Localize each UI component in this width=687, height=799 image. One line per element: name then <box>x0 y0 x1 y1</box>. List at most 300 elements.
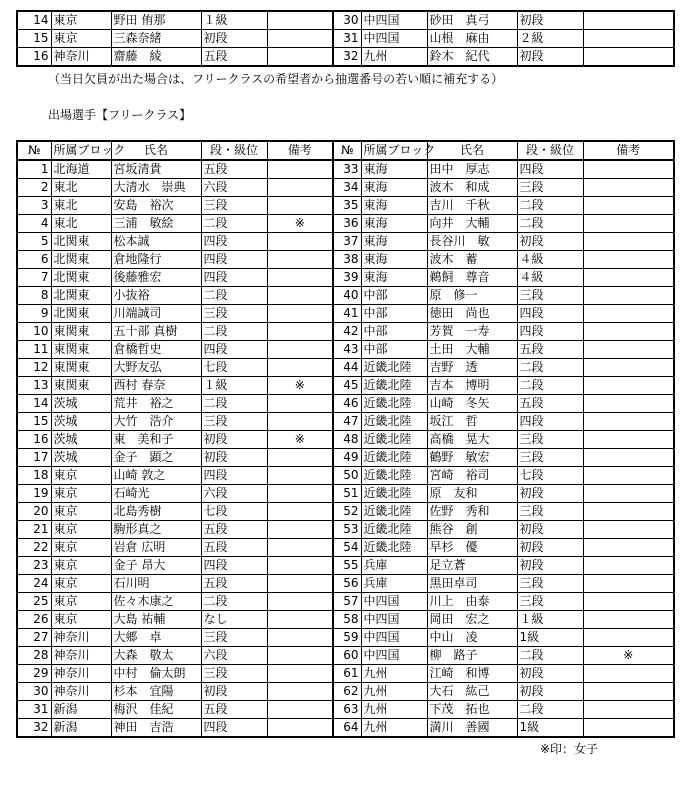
cell-name: 砂田 真弓 <box>427 11 517 30</box>
cell-no: 64 <box>333 719 361 738</box>
cell-no: 45 <box>333 377 361 395</box>
cell-no: 60 <box>333 647 361 665</box>
cell-name: 早杉 優 <box>427 539 517 557</box>
cell-note <box>267 30 333 48</box>
cell-no: 15 <box>17 413 51 431</box>
cell-note <box>583 557 674 575</box>
cell-block: 北関東 <box>51 269 111 287</box>
cell-note <box>267 575 333 593</box>
header-name: 氏名 <box>427 141 517 160</box>
cell-no: 20 <box>17 503 51 521</box>
cell-no: 39 <box>333 269 361 287</box>
cell-name: 土田 大輔 <box>427 341 517 359</box>
cell-block: 兵庫 <box>361 557 427 575</box>
cell-rank: １級 <box>201 377 267 395</box>
table-row <box>17 48 674 67</box>
cell-no: 49 <box>333 449 361 467</box>
cell-block: 茨城 <box>51 413 111 431</box>
table-row <box>17 233 674 251</box>
cell-block: 中部 <box>361 323 427 341</box>
free-class-table-body <box>17 160 674 737</box>
cell-rank: 二段 <box>201 287 267 305</box>
table-row <box>17 557 674 575</box>
cell-no: 43 <box>333 341 361 359</box>
cell-note <box>267 647 333 665</box>
cell-no: 9 <box>17 305 51 323</box>
cell-note <box>267 683 333 701</box>
cell-note <box>267 395 333 413</box>
cell-block: 神奈川 <box>51 629 111 647</box>
cell-rank: なし <box>201 611 267 629</box>
cell-block: 中部 <box>361 305 427 323</box>
cell-block: 九州 <box>361 665 427 683</box>
cell-block: 東海 <box>361 215 427 233</box>
cell-rank: 1級 <box>517 629 583 647</box>
cell-note <box>583 485 674 503</box>
cell-block: 東京 <box>51 503 111 521</box>
table-row <box>17 251 674 269</box>
cell-block: 東京 <box>51 30 111 48</box>
cell-no: 6 <box>17 251 51 269</box>
cell-no: 54 <box>333 539 361 557</box>
cell-note <box>267 449 333 467</box>
table-row <box>17 683 674 701</box>
cell-rank: 三段 <box>517 431 583 449</box>
cell-note <box>583 593 674 611</box>
cell-rank: 五段 <box>517 341 583 359</box>
cell-name: 東 美和子 <box>111 431 201 449</box>
cell-note <box>267 485 333 503</box>
cell-block: 東京 <box>51 467 111 485</box>
cell-no: 14 <box>17 11 51 30</box>
cell-no: 31 <box>17 701 51 719</box>
cell-note <box>267 305 333 323</box>
cell-no: 37 <box>333 233 361 251</box>
cell-note <box>583 160 674 179</box>
cell-rank: 四段 <box>517 160 583 179</box>
cell-block: 近畿北陸 <box>361 395 427 413</box>
cell-block: 近畿北陸 <box>361 431 427 449</box>
cell-block: 東京 <box>51 485 111 503</box>
cell-no: 21 <box>17 521 51 539</box>
cell-rank: 五段 <box>201 160 267 179</box>
cell-note <box>583 683 674 701</box>
cell-block: 近畿北陸 <box>361 485 427 503</box>
cell-note <box>583 449 674 467</box>
cell-block: 東関東 <box>51 359 111 377</box>
table-row <box>17 395 674 413</box>
cell-rank: 六段 <box>201 179 267 197</box>
cell-name: 高橋 晃大 <box>427 431 517 449</box>
section-title: 出場選手【フリークラス】 <box>48 108 192 122</box>
cell-note <box>267 665 333 683</box>
cell-block: 東京 <box>51 611 111 629</box>
cell-name: 大野友弘 <box>111 359 201 377</box>
cell-no: 27 <box>17 629 51 647</box>
cell-block: 北関東 <box>51 287 111 305</box>
cell-note <box>267 269 333 287</box>
cell-note <box>583 269 674 287</box>
cell-rank: 初段 <box>517 557 583 575</box>
cell-block: 東海 <box>361 179 427 197</box>
header-note: 備考 <box>267 141 333 160</box>
cell-note <box>583 611 674 629</box>
cell-note <box>267 341 333 359</box>
cell-note <box>583 11 674 30</box>
cell-block: 中四国 <box>361 11 427 30</box>
cell-note <box>267 611 333 629</box>
cell-note <box>583 359 674 377</box>
cell-block: 東北 <box>51 197 111 215</box>
cell-rank: 初段 <box>517 48 583 67</box>
cell-name: 大竹 浩介 <box>111 413 201 431</box>
cell-rank: 三段 <box>517 179 583 197</box>
cell-block: 北海道 <box>51 160 111 179</box>
cell-name: 波木 和成 <box>427 179 517 197</box>
cell-no: 61 <box>333 665 361 683</box>
cell-note <box>583 233 674 251</box>
cell-name: 柳 路子 <box>427 647 517 665</box>
cell-no: 11 <box>17 341 51 359</box>
cell-note: ※ <box>583 647 674 665</box>
cell-note <box>267 323 333 341</box>
cell-no: 48 <box>333 431 361 449</box>
cell-block: 東京 <box>51 11 111 30</box>
cell-name: 黒田卓司 <box>427 575 517 593</box>
cell-no: 53 <box>333 521 361 539</box>
cell-block: 九州 <box>361 701 427 719</box>
cell-block: 中四国 <box>361 629 427 647</box>
cell-no: 7 <box>17 269 51 287</box>
cell-block: 東海 <box>361 197 427 215</box>
header-rank: 段・級位 <box>201 141 267 160</box>
cell-note <box>583 467 674 485</box>
cell-no: 30 <box>333 11 361 30</box>
cell-rank: ４級 <box>517 269 583 287</box>
cell-note <box>267 701 333 719</box>
cell-block: 近畿北陸 <box>361 539 427 557</box>
cell-no: 16 <box>17 48 51 67</box>
cell-block: 近畿北陸 <box>361 521 427 539</box>
cell-rank: 初段 <box>517 233 583 251</box>
cell-name: 神田 吉浩 <box>111 719 201 738</box>
table-row <box>17 665 674 683</box>
cell-name: 杉本 宜陽 <box>111 683 201 701</box>
header-block: 所属ブロック <box>51 141 111 160</box>
cell-no: 63 <box>333 701 361 719</box>
cell-rank: 二段 <box>517 359 583 377</box>
cell-block: 東北 <box>51 179 111 197</box>
cell-name: 三浦 敏絵 <box>111 215 201 233</box>
cell-block: 中部 <box>361 341 427 359</box>
cell-note <box>267 251 333 269</box>
cell-block: 東京 <box>51 593 111 611</box>
cell-name: 山根 麻由 <box>427 30 517 48</box>
cell-rank: 1級 <box>517 719 583 738</box>
cell-rank: 三段 <box>517 575 583 593</box>
cell-rank: 二段 <box>201 215 267 233</box>
cell-name: 川端誠司 <box>111 305 201 323</box>
header-row <box>17 141 674 160</box>
table-row <box>17 305 674 323</box>
cell-no: 42 <box>333 323 361 341</box>
cell-name: 下茂 拓也 <box>427 701 517 719</box>
cell-block: 中四国 <box>361 647 427 665</box>
cell-note <box>583 30 674 48</box>
cell-note <box>583 503 674 521</box>
table-row <box>17 485 674 503</box>
cell-no: 28 <box>17 647 51 665</box>
table-row <box>17 11 674 30</box>
cell-name: 原 友和 <box>427 485 517 503</box>
cell-rank: 初段 <box>201 30 267 48</box>
cell-no: 34 <box>333 179 361 197</box>
cell-block: 東京 <box>51 521 111 539</box>
cell-rank: 初段 <box>517 539 583 557</box>
cell-no: 41 <box>333 305 361 323</box>
cell-name: 足立蒼 <box>427 557 517 575</box>
header-rank: 段・級位 <box>517 141 583 160</box>
cell-rank: 二段 <box>201 395 267 413</box>
cell-name: 三森奈緒 <box>111 30 201 48</box>
cell-name: 向井 大輔 <box>427 215 517 233</box>
cell-block: 茨城 <box>51 449 111 467</box>
cell-note <box>583 575 674 593</box>
cell-rank: 四段 <box>201 719 267 738</box>
cell-rank: 五段 <box>201 521 267 539</box>
cell-name: 鶴野 敏宏 <box>427 449 517 467</box>
cell-name: 倉橋哲史 <box>111 341 201 359</box>
cell-rank: 七段 <box>201 503 267 521</box>
cell-rank: 二段 <box>517 647 583 665</box>
cell-name: 北島秀樹 <box>111 503 201 521</box>
cell-block: 神奈川 <box>51 647 111 665</box>
cell-note <box>267 521 333 539</box>
cell-name: 中村 倫太朗 <box>111 665 201 683</box>
cell-rank: 四段 <box>201 467 267 485</box>
cell-rank: ４級 <box>517 251 583 269</box>
cell-name: 川上 由泰 <box>427 593 517 611</box>
cell-block: 中四国 <box>361 611 427 629</box>
cell-name: 吉野 透 <box>427 359 517 377</box>
cell-note <box>583 521 674 539</box>
cell-note <box>267 593 333 611</box>
cell-block: 北関東 <box>51 233 111 251</box>
cell-no: 2 <box>17 179 51 197</box>
table-row <box>17 503 674 521</box>
cell-rank: 三段 <box>517 287 583 305</box>
supplement-note: （当日欠員が出た場合は、フリークラスの希望者から抽選番号の若い順に補充する） <box>48 72 504 86</box>
cell-no: 18 <box>17 467 51 485</box>
cell-name: 安島 裕次 <box>111 197 201 215</box>
cell-no: 47 <box>333 413 361 431</box>
cell-rank: 四段 <box>201 233 267 251</box>
cell-note <box>267 359 333 377</box>
cell-name: 野田 侑那 <box>111 11 201 30</box>
cell-block: 東京 <box>51 539 111 557</box>
cell-note <box>267 539 333 557</box>
cell-name: 石川明 <box>111 575 201 593</box>
cell-name: 坂江 哲 <box>427 413 517 431</box>
cell-note <box>583 701 674 719</box>
header-block: 所属ブロック <box>361 141 427 160</box>
cell-block: 九州 <box>361 719 427 738</box>
cell-name: 駒形真之 <box>111 521 201 539</box>
cell-name: 岡田 宏之 <box>427 611 517 629</box>
cell-block: 中四国 <box>361 30 427 48</box>
cell-no: 40 <box>333 287 361 305</box>
cell-block: 九州 <box>361 683 427 701</box>
cell-name: 芳賀 一寿 <box>427 323 517 341</box>
cell-block: 東関東 <box>51 323 111 341</box>
cell-no: 44 <box>333 359 361 377</box>
cell-block: 近畿北陸 <box>361 377 427 395</box>
cell-rank: 二段 <box>201 593 267 611</box>
cell-name: 荒井 裕之 <box>111 395 201 413</box>
cell-name: 石崎光 <box>111 485 201 503</box>
table-row <box>17 215 674 233</box>
cell-no: 56 <box>333 575 361 593</box>
cell-note: ※ <box>267 215 333 233</box>
cell-rank: 初段 <box>517 485 583 503</box>
table-row <box>17 323 674 341</box>
cell-rank: 三段 <box>517 503 583 521</box>
table-row <box>17 611 674 629</box>
cell-no: 19 <box>17 485 51 503</box>
cell-note <box>267 467 333 485</box>
cell-no: 55 <box>333 557 361 575</box>
cell-rank: 五段 <box>201 48 267 67</box>
table-row <box>17 413 674 431</box>
cell-note <box>267 160 333 179</box>
cell-no: 25 <box>17 593 51 611</box>
cell-no: 4 <box>17 215 51 233</box>
cell-rank: 五段 <box>201 701 267 719</box>
cell-note <box>267 719 333 738</box>
cell-rank: 初段 <box>517 683 583 701</box>
cell-name: 鵜飼 尊音 <box>427 269 517 287</box>
cell-name: 吉本 博明 <box>427 377 517 395</box>
cell-name: 岩倉 広明 <box>111 539 201 557</box>
cell-note <box>583 539 674 557</box>
cell-name: 梅沢 佳紀 <box>111 701 201 719</box>
cell-name: 吉川 千秋 <box>427 197 517 215</box>
cell-name: 徳田 尚也 <box>427 305 517 323</box>
cell-block: 神奈川 <box>51 683 111 701</box>
cell-block: 中四国 <box>361 593 427 611</box>
cell-name: 大石 紘己 <box>427 683 517 701</box>
cell-note <box>583 719 674 738</box>
cell-name: 宮坂清貴 <box>111 160 201 179</box>
cell-note <box>583 431 674 449</box>
cell-name: 中山 凌 <box>427 629 517 647</box>
cell-name: 長谷川 敏 <box>427 233 517 251</box>
cell-rank: 三段 <box>517 449 583 467</box>
cell-no: 15 <box>17 30 51 48</box>
cell-no: 46 <box>333 395 361 413</box>
cell-no: 3 <box>17 197 51 215</box>
cell-block: 東海 <box>361 160 427 179</box>
table-row <box>17 269 674 287</box>
cell-block: 神奈川 <box>51 665 111 683</box>
table-row <box>17 575 674 593</box>
cell-name: 熊谷 創 <box>427 521 517 539</box>
cell-no: 51 <box>333 485 361 503</box>
cell-no: 58 <box>333 611 361 629</box>
table-row <box>17 359 674 377</box>
cell-no: 1 <box>17 160 51 179</box>
cell-no: 57 <box>333 593 361 611</box>
table-row <box>17 341 674 359</box>
cell-block: 兵庫 <box>361 575 427 593</box>
cell-no: 36 <box>333 215 361 233</box>
cell-rank: 初段 <box>517 521 583 539</box>
cell-rank: 四段 <box>517 413 583 431</box>
table-row <box>17 629 674 647</box>
table-row <box>17 160 674 179</box>
cell-no: 23 <box>17 557 51 575</box>
cell-name: 齋藤 綾 <box>111 48 201 67</box>
cell-no: 29 <box>17 665 51 683</box>
cell-block: 茨城 <box>51 395 111 413</box>
cell-rank: 初段 <box>517 11 583 30</box>
cell-no: 22 <box>17 539 51 557</box>
cell-rank: 二段 <box>517 701 583 719</box>
cell-note: ※ <box>267 377 333 395</box>
cell-rank: 七段 <box>517 467 583 485</box>
cell-name: 大森 敬太 <box>111 647 201 665</box>
cell-name: 山崎 冬矢 <box>427 395 517 413</box>
cell-rank: 二段 <box>201 323 267 341</box>
cell-note <box>267 11 333 30</box>
cell-no: 32 <box>17 719 51 738</box>
table-row <box>17 30 674 48</box>
cell-note: ※ <box>267 431 333 449</box>
cell-block: 東関東 <box>51 377 111 395</box>
cell-block: 北関東 <box>51 305 111 323</box>
cell-note <box>267 179 333 197</box>
cell-block: 東海 <box>361 251 427 269</box>
header-name: 氏名 <box>111 141 201 160</box>
cell-name: 佐々木康之 <box>111 593 201 611</box>
cell-name: 五十部 真樹 <box>111 323 201 341</box>
table-row <box>17 539 674 557</box>
table-row <box>17 287 674 305</box>
cell-note <box>267 287 333 305</box>
table-row <box>17 467 674 485</box>
cell-note <box>583 377 674 395</box>
cell-block: 東関東 <box>51 341 111 359</box>
cell-name: 倉地隆行 <box>111 251 201 269</box>
table-row <box>17 647 674 665</box>
cell-no: 32 <box>333 48 361 67</box>
header-no: № <box>17 141 51 160</box>
cell-no: 59 <box>333 629 361 647</box>
cell-rank: 四段 <box>201 341 267 359</box>
cell-block: 近畿北陸 <box>361 413 427 431</box>
cell-note <box>583 305 674 323</box>
cell-rank: 四段 <box>201 557 267 575</box>
cell-name: 満川 善國 <box>427 719 517 738</box>
continued-table-body <box>17 11 674 66</box>
cell-rank: 二段 <box>517 197 583 215</box>
cell-name: 田中 厚志 <box>427 160 517 179</box>
cell-rank: 二段 <box>517 377 583 395</box>
cell-block: 東海 <box>361 233 427 251</box>
cell-name: 宮崎 裕司 <box>427 467 517 485</box>
cell-name: 波木 蓄 <box>427 251 517 269</box>
cell-name: 江崎 和博 <box>427 665 517 683</box>
